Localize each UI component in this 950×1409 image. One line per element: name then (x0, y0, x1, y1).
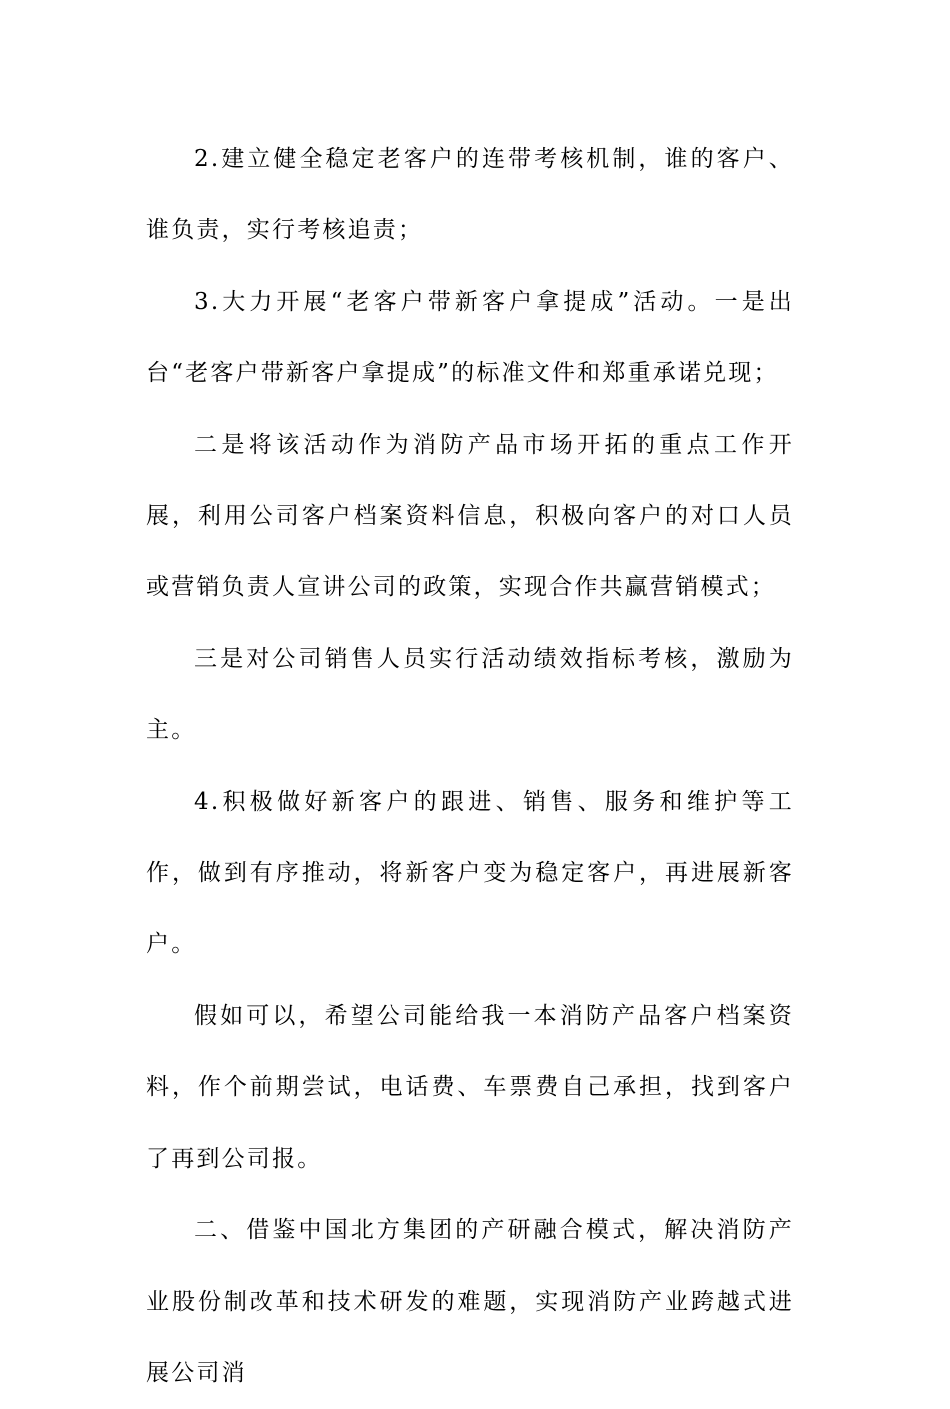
document-body (146, 124, 794, 1409)
paragraph-1: 2.建立健全稳定老客户的连带考核机制，谁的客户、谁负责，实行考核追责； (146, 146, 794, 244)
paragraph-7: 二、借鉴中国北方集团的产研融合模式，解决消防产业股份制改革和技术研发的难题，实现消防产业跨越式进展公司消 (146, 1217, 794, 1386)
paragraph-5: 4.积极做好新客户的跟进、销售、服务和维护等工作，做到有序推动，将新客户变为稳定客户，再进展新客户。 (146, 788, 794, 958)
paragraph-6: 假如可以，希望公司能给我一本消防产品客户档案资料，作个前期尝试，电话费、车票费自己承担，找到客户了再到公司报。 (146, 1002, 794, 1172)
paragraph-4: 三是对公司销售人员实行活动绩效指标考核，激励为主。 (146, 645, 794, 744)
paragraph-2: 3.大力开展“老客户带新客户拿提成”活动。一是出台“老客户带新客户拿提成”的标准文件和郑重承诺兑现； (146, 288, 794, 387)
paragraph-3: 二是将该活动作为消防产品市场开拓的重点工作开展，利用公司客户档案资料信息，积极向客户的对口人员或营销负责人宣讲公司的政策，实现合作共赢营销模式； (146, 431, 794, 601)
